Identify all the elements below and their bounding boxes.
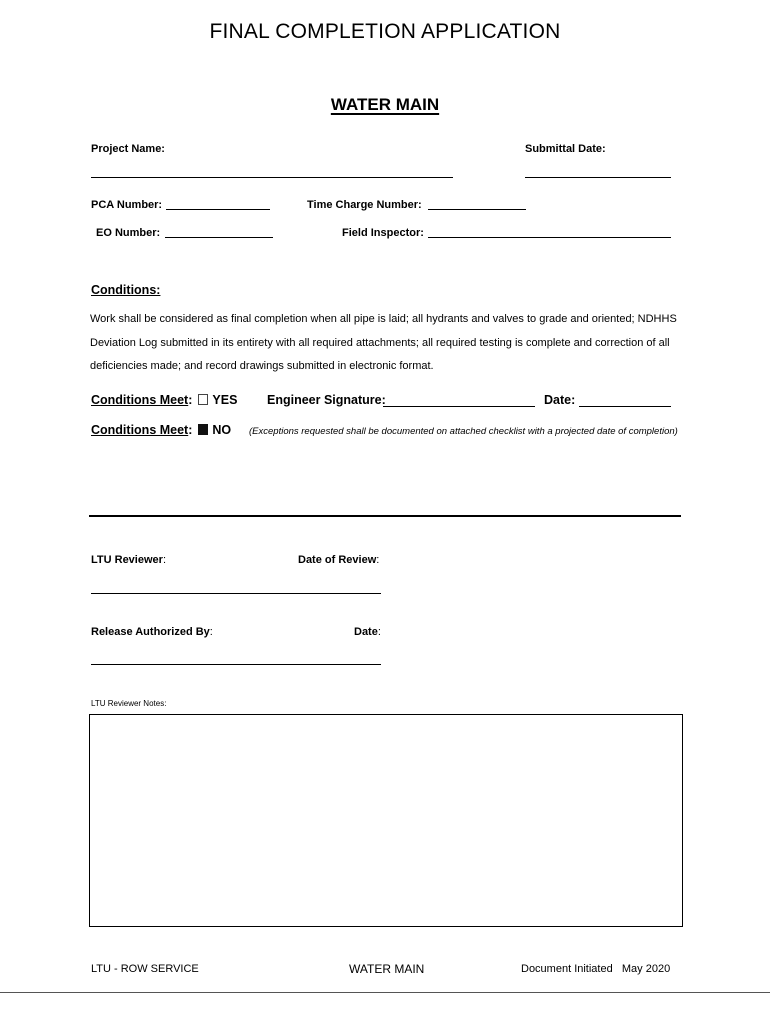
exceptions-note: (Exceptions requested shall be documented on attached checklist with a projected date of completion) (249, 426, 678, 437)
conditions-meet-label: Conditions Meet (91, 393, 189, 407)
ltu-reviewer-notes-box[interactable] (89, 714, 683, 927)
footer-left: LTU - ROW SERVICE (91, 963, 199, 975)
ltu-reviewer-field[interactable] (91, 593, 381, 594)
project-name-field[interactable] (91, 177, 453, 178)
submittal-date-field[interactable] (525, 177, 671, 178)
pca-number-field[interactable] (166, 209, 270, 210)
pca-number-label: PCA Number: (91, 199, 163, 211)
no-checkbox[interactable] (198, 424, 208, 435)
colon: : (188, 423, 193, 437)
footer-right: Document Initiated May 2020 (521, 963, 671, 975)
release-date-label: Date: (354, 626, 381, 638)
time-charge-number-label: Time Charge Number: (307, 199, 422, 211)
date-label: Date: (544, 393, 576, 407)
conditions-heading: Conditions: (91, 283, 161, 297)
yes-label: YES (212, 393, 238, 407)
footer-center: WATER MAIN (349, 962, 425, 976)
colon: : (188, 393, 193, 407)
conditions-meet-yes-row (91, 393, 237, 407)
eo-number-label: EO Number: (96, 227, 161, 239)
document-title: FINAL COMPLETION APPLICATION (209, 20, 561, 43)
yes-checkbox[interactable] (198, 394, 208, 405)
project-name-label: Project Name: (91, 143, 165, 155)
release-authorized-by-field[interactable] (91, 664, 381, 665)
date-field[interactable] (579, 406, 671, 407)
section-divider (89, 515, 681, 517)
field-inspector-label: Field Inspector: (342, 227, 424, 239)
eo-number-field[interactable] (165, 237, 273, 238)
date-of-review-label: Date of Review: (298, 554, 380, 566)
no-label: NO (212, 423, 232, 437)
field-inspector-field[interactable] (428, 237, 671, 238)
time-charge-number-field[interactable] (428, 209, 526, 210)
release-authorized-by-label: Release Authorized By: (91, 626, 213, 638)
engineer-signature-field[interactable] (383, 406, 535, 407)
submittal-date-label: Submittal Date: (525, 143, 606, 155)
conditions-meet-label: Conditions Meet (91, 423, 189, 437)
ltu-reviewer-notes-label: LTU Reviewer Notes: (91, 699, 167, 708)
conditions-text: Work shall be considered as final completion when all pipe is laid; all hydrants and valves to grade and oriented; NDHHS Deviation Log submitted in its entirety with all required attachments; all required testing is complete and correction of all deficiencies made; and record drawings submitted in electronic format. (90, 313, 677, 372)
ltu-reviewer-label: LTU Reviewer: (91, 554, 166, 566)
conditions-meet-no-row (91, 423, 231, 437)
page-bottom-rule (0, 992, 770, 993)
engineer-signature-label: Engineer Signature: (267, 393, 386, 407)
document-subtitle: WATER MAIN (330, 95, 440, 114)
